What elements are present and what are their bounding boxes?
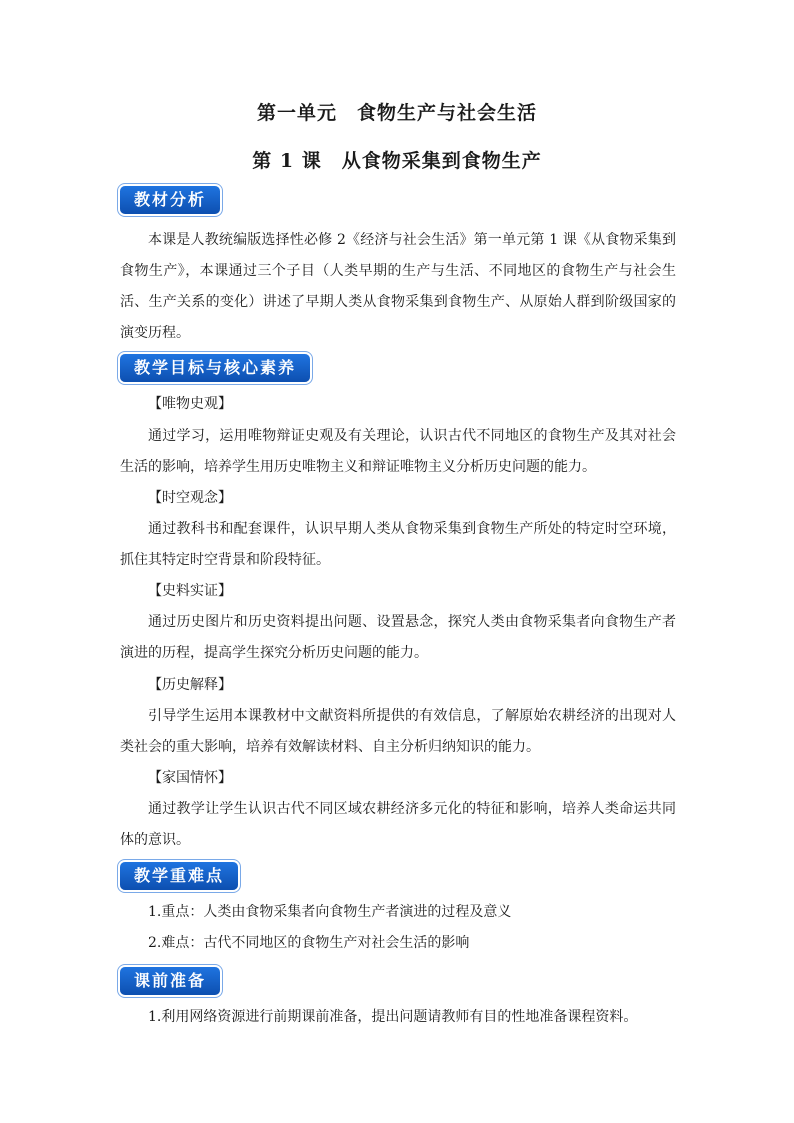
goal-label-evidence: 【史料实证】 <box>148 583 232 599</box>
goal-label-spacetime: 【时空观念】 <box>148 490 232 506</box>
lesson-title: 第 1 课 从食物采集到食物生产 <box>252 150 542 172</box>
goal-text-spacetime: 通过教科书和配套课件，认识早期人类从食物采集到食物生产所处的特定时空环境，抓住其特定时空背景和阶段特征。 <box>120 521 676 568</box>
goal-label-patriotism: 【家国情怀】 <box>148 770 232 786</box>
goal-label-materialism: 【唯物史观】 <box>148 396 232 412</box>
goal-label-interpretation: 【历史解释】 <box>148 677 232 693</box>
unit-title: 第一单元 食物生产与社会生活 <box>256 102 537 124</box>
goal-text-materialism: 通过学习，运用唯物辩证史观及有关理论，认识古代不同地区的食物生产及其对社会生活的影响，培养学生用历史唯物主义和辩证唯物主义分析历史问题的能力。 <box>120 428 676 475</box>
section-heading-analysis: 教材分析 <box>120 186 220 214</box>
preparation-item: 1.利用网络资源进行前期课前准备，提出问题请教师有目的性地准备课程资料。 <box>148 1009 638 1025</box>
goal-text-evidence: 通过历史图片和历史资料提出问题、设置悬念，探究人类由食物采集者向食物生产者演进的历程，提高学生探究分析历史问题的能力。 <box>120 614 676 661</box>
section-heading-key-points: 教学重难点 <box>120 862 238 890</box>
difficulty-item: 2.难点：古代不同地区的食物生产对社会生活的影响 <box>148 935 470 951</box>
goal-text-patriotism: 通过教学让学生认识古代不同区域农耕经济多元化的特征和影响，培养人类命运共同体的意识。 <box>120 801 676 848</box>
analysis-paragraph: 本课是人教统编版选择性必修 2《经济与社会生活》第一单元第 1 课《从食物采集到食物生产》，本课通过三个子目（人类早期的生产与生活、不同地区的食物生产与社会生活、生产关系的变化）讲述了早期人类从食物采集到食物生产、从原始人群到阶级国家的演变历程。 <box>120 232 676 341</box>
key-point-item: 1.重点：人类由食物采集者向食物生产者演进的过程及意义 <box>148 904 512 920</box>
section-heading-goals: 教学目标与核心素养 <box>120 354 310 382</box>
section-heading-preparation: 课前准备 <box>120 967 220 995</box>
goal-text-interpretation: 引导学生运用本课教材中文献资料所提供的有效信息，了解原始农耕经济的出现对人类社会的重大影响，培养有效解读材料、自主分析归纳知识的能力。 <box>120 708 676 755</box>
